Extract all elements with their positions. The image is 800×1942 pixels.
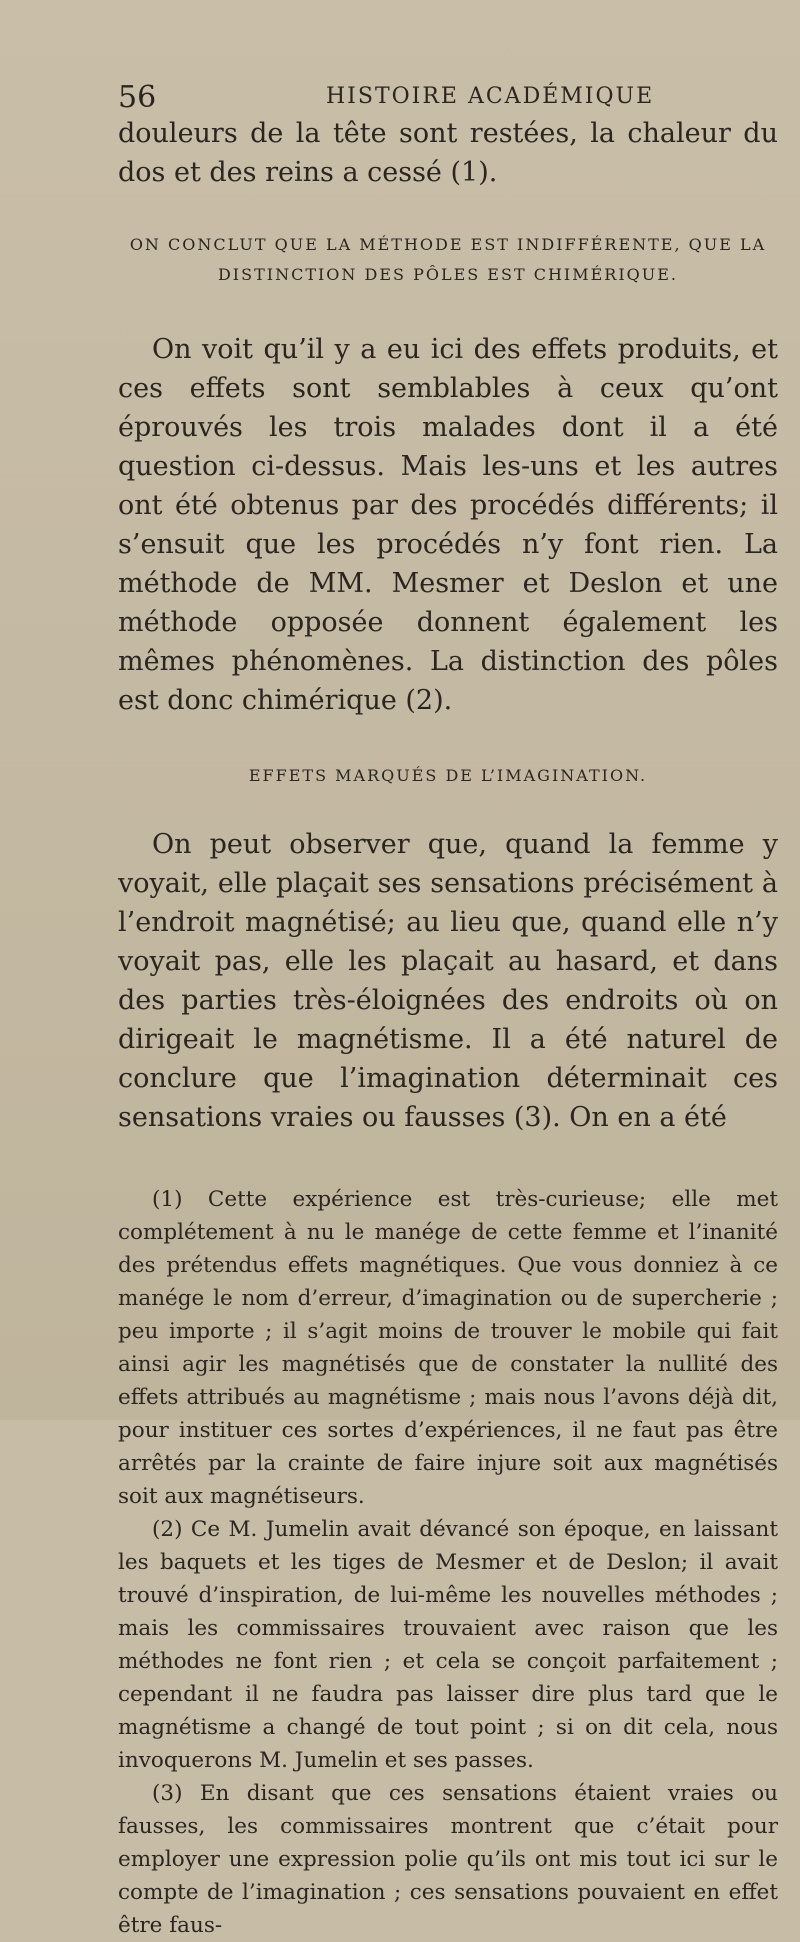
footnote-3: (3) En disant que ces sensations étaient vraies ou fausses, les commissaires montrent que c’était pour employer une expression polie qu’ils ont mis tout ici sur le compte de l’imagination ; ces sensations pouvaient en effet être faus- bbox=[118, 1781, 778, 1938]
footnotes bbox=[118, 1183, 778, 1942]
paragraph-conclusion: On voit qu’il y a eu ici des effets produits, et ces effets sont semblables à ceux qu’ont éprouvés les trois malades dont il a été question ci-dessus. Mais les-uns et les autres ont été obtenus par des procédés différents; il s’ensuit que les procédés n’y font rien. La méthode de MM. Mesmer et Deslon et une méthode opposée donnent également les mêmes phénomènes. La distinction des pôles est donc chimérique (2). bbox=[118, 334, 778, 716]
opening-paragraph: douleurs de la tête sont restées, la chaleur du dos et des reins a cessé (1). bbox=[118, 118, 778, 188]
section-heading-method: ON CONCLUT QUE LA MÉTHODE EST INDIFFÉRENTE, QUE LA DISTINCTION DES PÔLES EST CHIMÉRIQUE. bbox=[129, 235, 767, 284]
footnote-2: (2) Ce M. Jumelin avait dévancé son époque, en laissant les baquets et les tiges de Mesmer et de Deslon; il avait trouvé d’inspiration, de lui-même les nouvelles méthodes ; mais les commissaires trouvaient avec raison que les méthodes ne font rien ; et cela se conçoit parfaitement ; cependant il ne faudra pas laisser dire plus tard que le magnétisme a changé de tout point ; si on dit cela, nous invoquerons M. Jumelin et ses passes. bbox=[118, 1517, 778, 1773]
running-title: HISTOIRE ACADÉMIQUE bbox=[326, 84, 655, 109]
page-body bbox=[118, 114, 778, 1942]
footnote-1: (1) Cette expérience est très-curieuse; elle met complétement à nu le manége de cette femme et l’inanité des prétendus effets magnétiques. Que vous donniez à ce manége le nom d’erreur, d’imagination ou de supercherie ; peu importe ; il s’agit moins de trouver le mobile qui fait ainsi agir les magnétisés que de constater la nullité des effets attribués au magnétisme ; mais nous l’avons déjà dit, pour instituer ces sortes d’expériences, il ne faut pas être arrêtés par la crainte de faire injure soit aux magnétisés soit aux magnétiseurs. bbox=[118, 1187, 778, 1509]
page-number: 56 bbox=[118, 80, 157, 115]
page-header bbox=[118, 80, 768, 116]
section-heading-imagination: EFFETS MARQUÉS DE L’IMAGINATION. bbox=[248, 766, 648, 785]
paragraph-imagination: On peut observer que, quand la femme y voyait, elle plaçait ses sensations précisément à l’endroit magnétisé; au lieu que, quand elle n’y voyait pas, elle les plaçait au hasard, et dans des parties très-éloignées des endroits où on dirigeait le magnétisme. Il a été naturel de conclure que l’imagination déterminait ces sensations vraies ou fausses (3). On en a été bbox=[118, 829, 778, 1133]
